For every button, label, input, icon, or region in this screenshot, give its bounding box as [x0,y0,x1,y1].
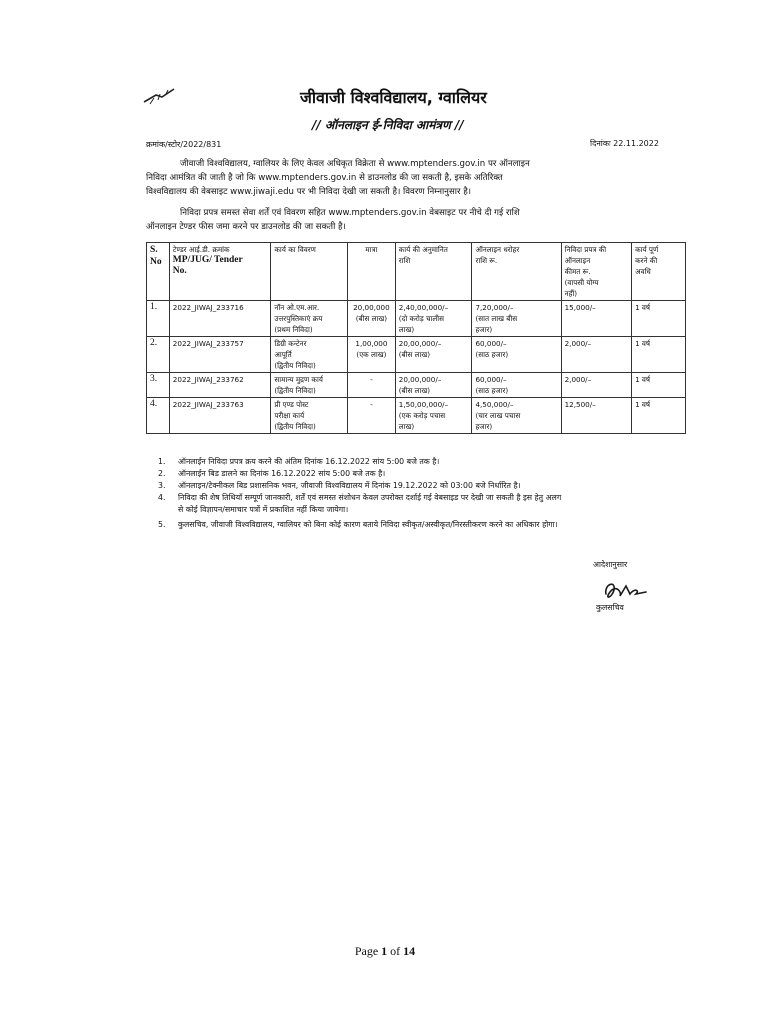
list-item-text: कुलसचिव, जीवाजी विश्वविद्यालय, ग्वालियर को बिना कोई कारण बताये निविदा स्वीकृत/अस्वीकृत/निरस्तीकरण करने का अधिकार होगा। [178,520,558,529]
intro-line: जीवाजी विश्वविद्यालय, ग्वालियर के लिए केवल अधिकृत विक्रेता से www.mptenders.gov.in पर ऑनलाइन [180,159,530,169]
cell-sno: 3. [147,373,170,398]
cell-estimated-amount: 2,40,00,000/– (दो करोड़ चालीस लाख) [395,301,472,337]
list-item [158,456,561,468]
cell-work: नॉन ओ.एम.आर. उत्तरपुस्तिकाएं क्रय (प्रथम निविदा) [271,301,348,337]
col-header-quantity: मात्रा [348,243,396,301]
cell-form-cost: 15,000/– [561,301,631,337]
col-header-work: कार्य का विवरण [271,243,348,301]
table-row [147,337,686,373]
list-item-text: निविदा की शेष तिथियाँ सम्पूर्ण जानकारी, शर्तें एवं समस्त संशोधन केवल उपरोक्त दर्शाई गई वेबसाइड पर देखी जा सकती है इस हेतु अलग [178,493,562,502]
col-header-emd: ऑनलाइन धरोहर राशि रू. [472,243,561,301]
signatory-title: कुलसचिव [596,603,624,612]
list-item-number: 4. [158,493,166,502]
cell-tender-id: 2022_JIWAJ_233762 [169,373,271,398]
intro-line: निविदा प्रपत्र समस्त सेवा शर्तें एवं विवरण सहित www.mptenders.gov.in वेबसाइट पर नीचे दी गई राशि [180,208,520,218]
terms-list [158,456,561,531]
cell-sno: 4. [147,398,170,434]
university-emblem-icon [142,86,178,106]
by-order-label: आदेशानुसार [593,560,628,569]
col-header-form-cost: निविदा प्रपत्र की ऑनलाइन कीमत रू. (वापसी योग्य नहीं) [561,243,631,301]
signature-icon [600,574,650,606]
page-subtitle: // ऑनलाइन ई-निविदा आमंत्रण // [312,118,464,132]
cell-form-cost: 2,000/– [561,337,631,373]
list-item-text: से कोई विज्ञापन/समाचार पत्रों में प्रकाशित नहीं किया जायेगा। [178,505,349,514]
list-item [158,480,561,492]
cell-estimated-amount: 20,00,000/– (बीस लाख) [395,373,472,398]
cell-work: डिग्री कन्टेनर आपूर्ति (द्वितीय निविदा) [271,337,348,373]
table-row [147,398,686,434]
cell-quantity: 20,00,000 (बीस लाख) [348,301,396,337]
list-item-text: ऑनलाईन बिड डालने का दिनांक 16.12.2022 सांय 5:00 बजे तक है। [178,469,386,478]
list-item [158,519,561,531]
list-item [158,468,561,480]
cell-sno: 2. [147,337,170,373]
cell-work: सामान्य मुद्रण कार्य (द्वितीय निविदा) [271,373,348,398]
page-of-label: of [390,944,401,958]
list-item-number: 1. [158,457,166,466]
list-item-number: 3. [158,481,166,490]
page-current: 1 [381,944,388,958]
list-item-text: ऑनलाईन निविदा प्रपत्र क्रय करने की अंतिम दिनांक 16.12.2022 सांय 5:00 बजे तक है। [178,457,440,466]
intro-line: ऑनलाइन टेण्डर फीस जमा करने पर डाउनलोड की जा सकती है। [146,222,346,232]
list-item-number: 2. [158,469,166,478]
cell-tender-id: 2022_JIWAJ_233757 [169,337,271,373]
page-total: 14 [403,944,416,958]
page-number [0,944,770,959]
tender-table [146,242,686,434]
page-title: जीवाजी विश्वविद्यालय, ग्वालियर [300,88,487,107]
cell-form-cost: 12,500/– [561,398,631,434]
list-item-text: ऑनलाइन/टेक्नीकल बिड प्रशासनिक भवन, जीवाजी विश्वविद्यालय में दिनांक 19.12.2022 को 03:00 बजे निर्धारित है। [178,481,521,490]
cell-estimated-amount: 1,50,00,000/– (एक करोड़ पचास लाख) [395,398,472,434]
cell-tender-id: 2022_JIWAJ_233763 [169,398,271,434]
issue-date: दिनांकः 22.11.2022 [590,139,659,148]
intro-line: निविदा आमंत्रित की जाती है जो कि www.mptenders.gov.in से डाउनलोड की जा सकती है, इसके अतिरिक्त [146,173,503,183]
reference-number: क्रमांक/स्टोर/2022/831 [146,140,222,149]
cell-estimated-amount: 20,00,000/– (बीस लाख) [395,337,472,373]
cell-quantity: - [348,398,396,434]
intro-line: विश्वविद्यालय की वेबसाइट www.jiwaji.edu पर भी निविदा देखी जा सकती है। विवरण निम्नानुसार है। [146,187,472,197]
list-item [158,492,561,516]
cell-tender-id: 2022_JIWAJ_233716 [169,301,271,337]
cell-emd: 60,000/– (साठ हजार) [472,373,561,398]
table-row [147,373,686,398]
cell-quantity: 1,00,000 (एक लाख) [348,337,396,373]
col-header-sno: S. No [147,243,170,301]
cell-sno: 1. [147,301,170,337]
col-header-period: कार्य पूर्ण करने की अवधि [632,243,686,301]
col-header-estimated-amount: कार्य की अनुमानित राशि [395,243,472,301]
cell-quantity: - [348,373,396,398]
cell-period: 1 वर्ष [632,398,686,434]
cell-form-cost: 2,000/– [561,373,631,398]
cell-emd: 60,000/– (साठ हजार) [472,337,561,373]
table-header-row [147,243,686,301]
cell-emd: 7,20,000/– (सात लाख बीस हजार) [472,301,561,337]
col-header-tender-id: टेण्डर आई.डी. क्रमांक MP/JUG/ Tender No. [169,243,271,301]
cell-period: 1 वर्ष [632,373,686,398]
table-row [147,301,686,337]
cell-emd: 4,50,000/– (चार लाख पचास हजार) [472,398,561,434]
cell-period: 1 वर्ष [632,337,686,373]
list-item-number: 5. [158,520,166,529]
page-label: Page [354,944,379,958]
cell-work: प्री एण्ड पोस्ट परीक्षा कार्य (द्वितीय निविदा) [271,398,348,434]
cell-period: 1 वर्ष [632,301,686,337]
